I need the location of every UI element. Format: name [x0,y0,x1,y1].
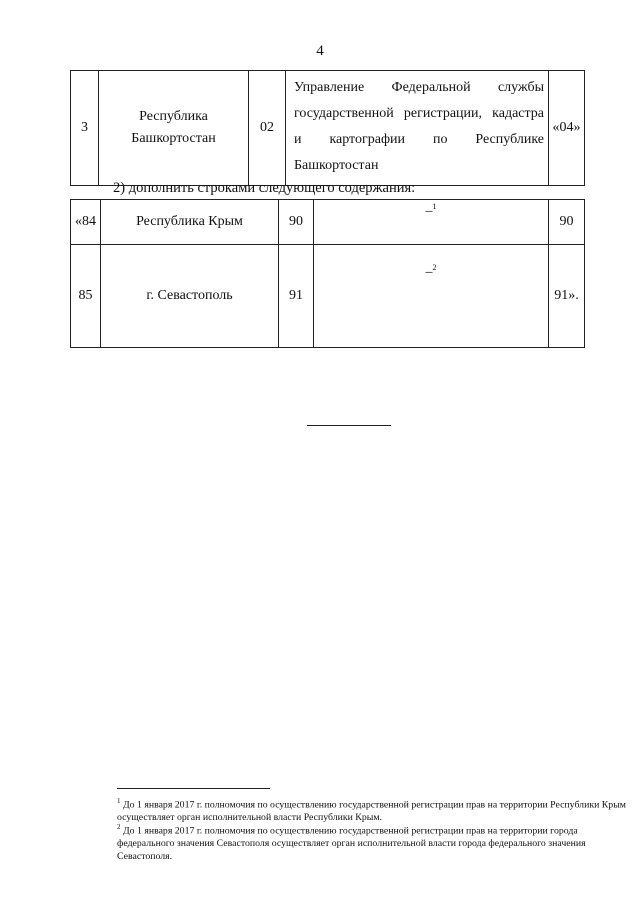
row-number: 3 [71,71,99,186]
table-row [71,200,585,245]
footnote-ref: 1 [432,202,437,211]
added-rows-table [70,199,585,348]
region-code: 91 [279,245,314,348]
end-separator-line [307,425,391,426]
footnote-1: $^1$ До 1 января 2017 г. полномочия по осуществлению государственной регистрации прав на территории Республики Крым осуществляет орган исполнительной власти Республики Крым. [117,797,626,824]
reference-code: «04» [549,71,585,186]
authority-name: –$^2$ [314,245,549,348]
page-number: 4 [316,43,324,59]
reference-code: 91». [549,245,585,348]
table-row [71,71,585,186]
footnote-divider [117,788,270,789]
footnote-ref: 2 [432,263,437,272]
footnote-2: $^2$ До 1 января 2017 г. полномочия по осуществлению государственной регистрации прав на территории города федерального значения Севастополя осуществляет орган исполнительной власти города федерального значения Севастополя. [117,823,586,863]
amendment-instruction: 2) дополнить строками следующего содержания: [113,180,416,196]
region-name: Республика Крым [101,200,279,245]
table-row [71,245,585,348]
region-code: 90 [279,200,314,245]
region-code: 02 [249,71,286,186]
authority-name: Управление Федеральной службы государственной регистрации, кадастра и картографии по Республике Башкортостан [286,71,549,186]
authority-name: –$^1$ [314,200,549,245]
region-name: г. Севастополь [101,245,279,348]
row-number: 85 [71,245,101,348]
region-name: Республика Башкортостан [99,71,249,186]
row-number: «84 [71,200,101,245]
reference-code: 90 [549,200,585,245]
regions-table-continued [70,70,585,186]
